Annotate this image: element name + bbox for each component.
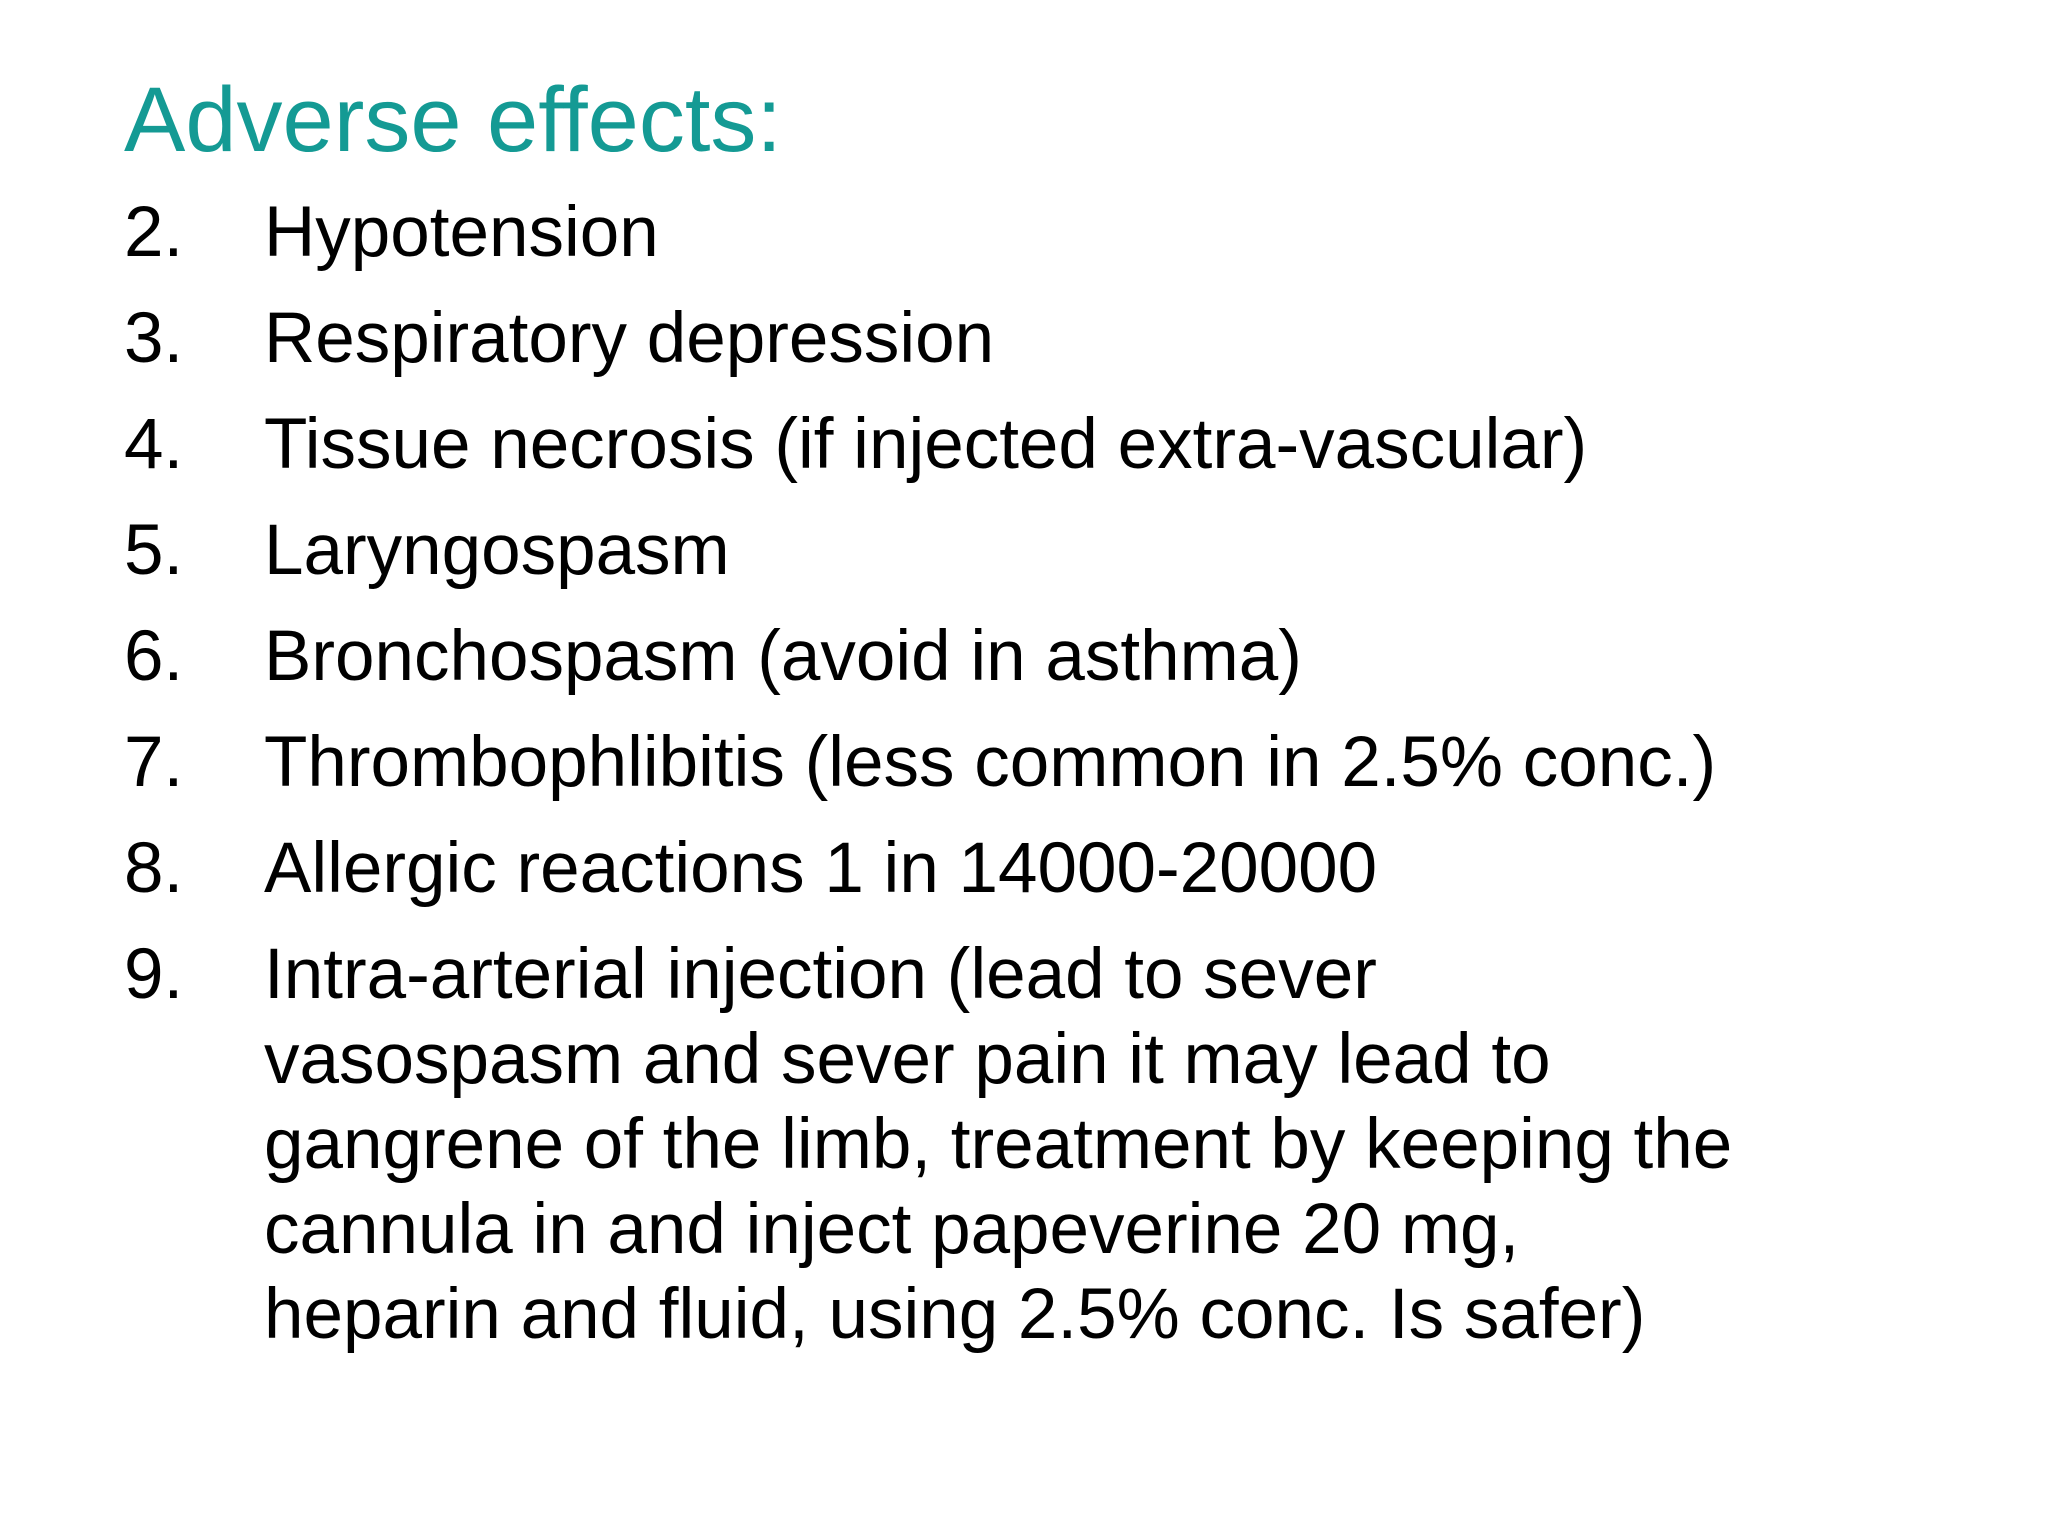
- list-item-line: Respiratory depression: [264, 299, 995, 378]
- slide-title: Adverse effects:: [124, 69, 782, 171]
- list-item-text: [264, 932, 2004, 1357]
- list-item-line: Tissue necrosis (if injected extra-vascular): [264, 405, 1588, 484]
- list-item: [124, 296, 2004, 381]
- list-item-line: gangrene of the limb, treatment by keeping the: [264, 1105, 1733, 1184]
- list-item-line: Intra-arterial injection (lead to sever: [264, 935, 1377, 1014]
- list-item-text: [264, 720, 2004, 805]
- list-item-line: Bronchospasm (avoid in asthma): [264, 617, 1302, 696]
- list-item-text: [264, 296, 2004, 381]
- list-item-number: 3.: [124, 299, 184, 378]
- list-item-number: 2.: [124, 193, 184, 272]
- list-item-number: 6.: [124, 617, 184, 696]
- list-item-line: Hypotension: [264, 193, 659, 272]
- list-item-text: [264, 614, 2004, 699]
- list-item-text: [264, 190, 2004, 275]
- list-item: [124, 614, 2004, 699]
- list-item-line: Laryngospasm: [264, 511, 730, 590]
- list-item-line: cannula in and inject papeverine 20 mg,: [264, 1190, 1520, 1269]
- list-item-line: Thrombophlibitis (less common in 2.5% conc.): [264, 723, 1717, 802]
- list-item-number: 4.: [124, 405, 184, 484]
- list-item-line: Allergic reactions 1 in 14000-20000: [264, 829, 1378, 908]
- list-item: [124, 720, 2004, 805]
- list-item-text: [264, 826, 2004, 911]
- list-item: [124, 190, 2004, 275]
- list-item-number: 7.: [124, 723, 184, 802]
- list-item-number: 9.: [124, 935, 184, 1014]
- list-item-text: [264, 402, 2004, 487]
- list-item-number: 5.: [124, 511, 184, 590]
- list-item: [124, 402, 2004, 487]
- list-item-line: vasospasm and sever pain it may lead to: [264, 1020, 1551, 1099]
- list-item-line: heparin and fluid, using 2.5% conc. Is safer): [264, 1275, 1646, 1354]
- list-item: [124, 932, 2004, 1357]
- adverse-effects-list: [124, 190, 2004, 1378]
- list-item-number: 8.: [124, 829, 184, 908]
- list-item: [124, 508, 2004, 593]
- list-item: [124, 826, 2004, 911]
- list-item-text: [264, 508, 2004, 593]
